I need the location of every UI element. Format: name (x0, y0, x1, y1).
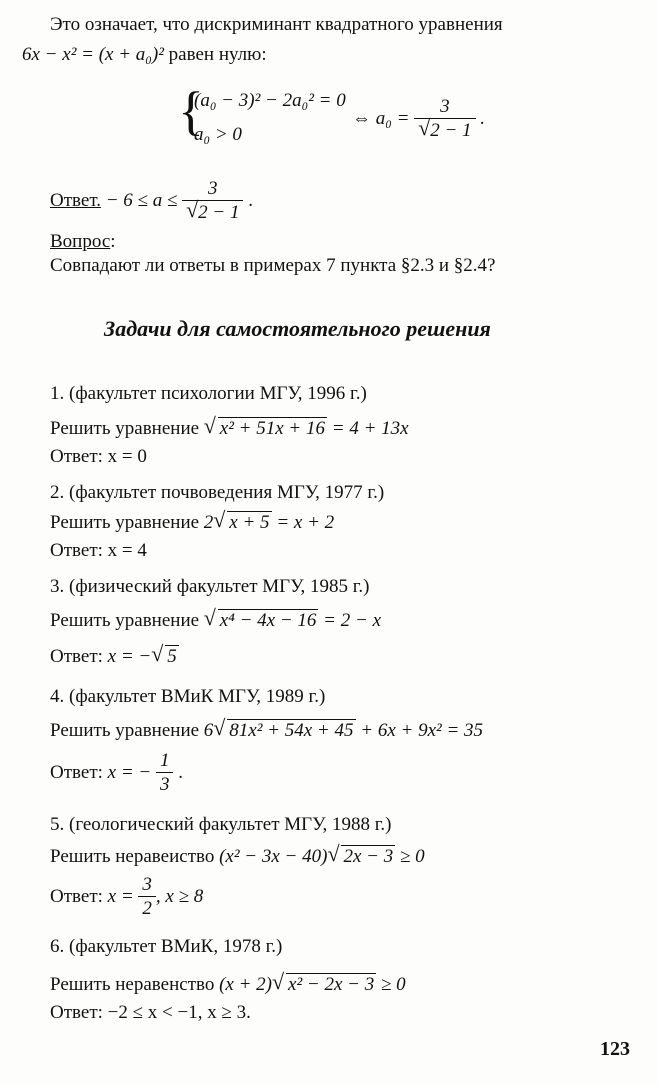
problem-3-answer: Ответ: x = −√ 5 (50, 646, 179, 668)
problem-2-equation: Решить уравнение 2√ x + 5 = x + 2 (50, 512, 334, 534)
answer-line: Ответ. − 6 ≤ a ≤ 3 √ 2 − 1 . (50, 178, 253, 225)
question-text: Совпадают ли ответы в примерах 7 пункта §2.3 и §2.4? (50, 255, 496, 276)
problem-5-header: 5. (геологический факультет МГУ, 1988 г.) (50, 814, 392, 835)
problem-1-equation: Решить уравнение √ x² + 51x + 16 = 4 + 13x (50, 418, 409, 440)
intro-equation-rest: равен нулю: (168, 44, 267, 65)
problem-1-answer: Ответ: x = 0 (50, 446, 147, 467)
system-line-1: (a₀ − 3)² − 2a₀² = 0 (194, 90, 346, 111)
problem-3-equation: Решить уравнение √ x⁴ − 4x − 16 = 2 − x (50, 610, 381, 632)
problem-6-equation: Решить неравенство (x + 2)√ x² − 2x − 3 ≥ 0 (50, 974, 406, 996)
problem-6-header: 6. (факультет ВМиК, 1978 г.) (50, 936, 283, 957)
problem-4-header: 4. (факультет ВМиК МГУ, 1989 г.) (50, 686, 326, 707)
intro-equation-line (22, 44, 267, 66)
problem-2-answer: Ответ: x = 4 (50, 540, 147, 561)
problem-4-answer: Ответ: x = − $\frac{1}{3}$ . (50, 750, 183, 795)
problem-6-answer: Ответ: −2 ≤ x < −1, x ≥ 3. (50, 1002, 251, 1023)
system-brace: { (178, 81, 204, 141)
question-label-line: Вопрос: (50, 231, 116, 252)
intro-line (50, 14, 640, 36)
answer-lhs: − 6 ≤ a ≤ (105, 189, 178, 211)
section-title: Задачи для самостоятельного решения (104, 316, 491, 341)
answer-label: Ответ. (50, 189, 101, 211)
system-line-2: a₀ > 0 (194, 124, 242, 145)
page-number: 123 (600, 1038, 630, 1060)
problem-4-equation: Решить уравнение 6√ 81x² + 54x + 45 + 6x + 9x² = 35 (50, 720, 483, 742)
problem-5-equation: Решить неравеиство (x² − 3x − 40)√ 2x − 3 ≥ 0 (50, 846, 425, 868)
problem-1-header: 1. (факультет психологии МГУ, 1996 г.) (50, 383, 367, 404)
answer-fraction: 3 √ 2 − 1 (182, 178, 243, 225)
intro-text: Это означает, что дискриминант квадратного уравнения (50, 14, 503, 35)
question-label: Вопрос (50, 231, 111, 252)
problem-3-header: 3. (физический факультет МГУ, 1985 г.) (50, 576, 370, 597)
intro-equation: 6x − x² = (x + a₀)² (22, 44, 164, 65)
system-arrow: ⇔ a₀ = (352, 107, 410, 129)
system-fraction: 3 √ 2 − 1 (414, 96, 475, 143)
system-result: ⇔ a₀ = 3 √ 2 − 1 . (352, 96, 485, 143)
problem-2-header: 2. (факультет почвоведения МГУ, 1977 г.) (50, 482, 385, 503)
problem-5-answer: Ответ: x = $\frac{3}{2}$ , x ≥ 8 (50, 874, 204, 919)
